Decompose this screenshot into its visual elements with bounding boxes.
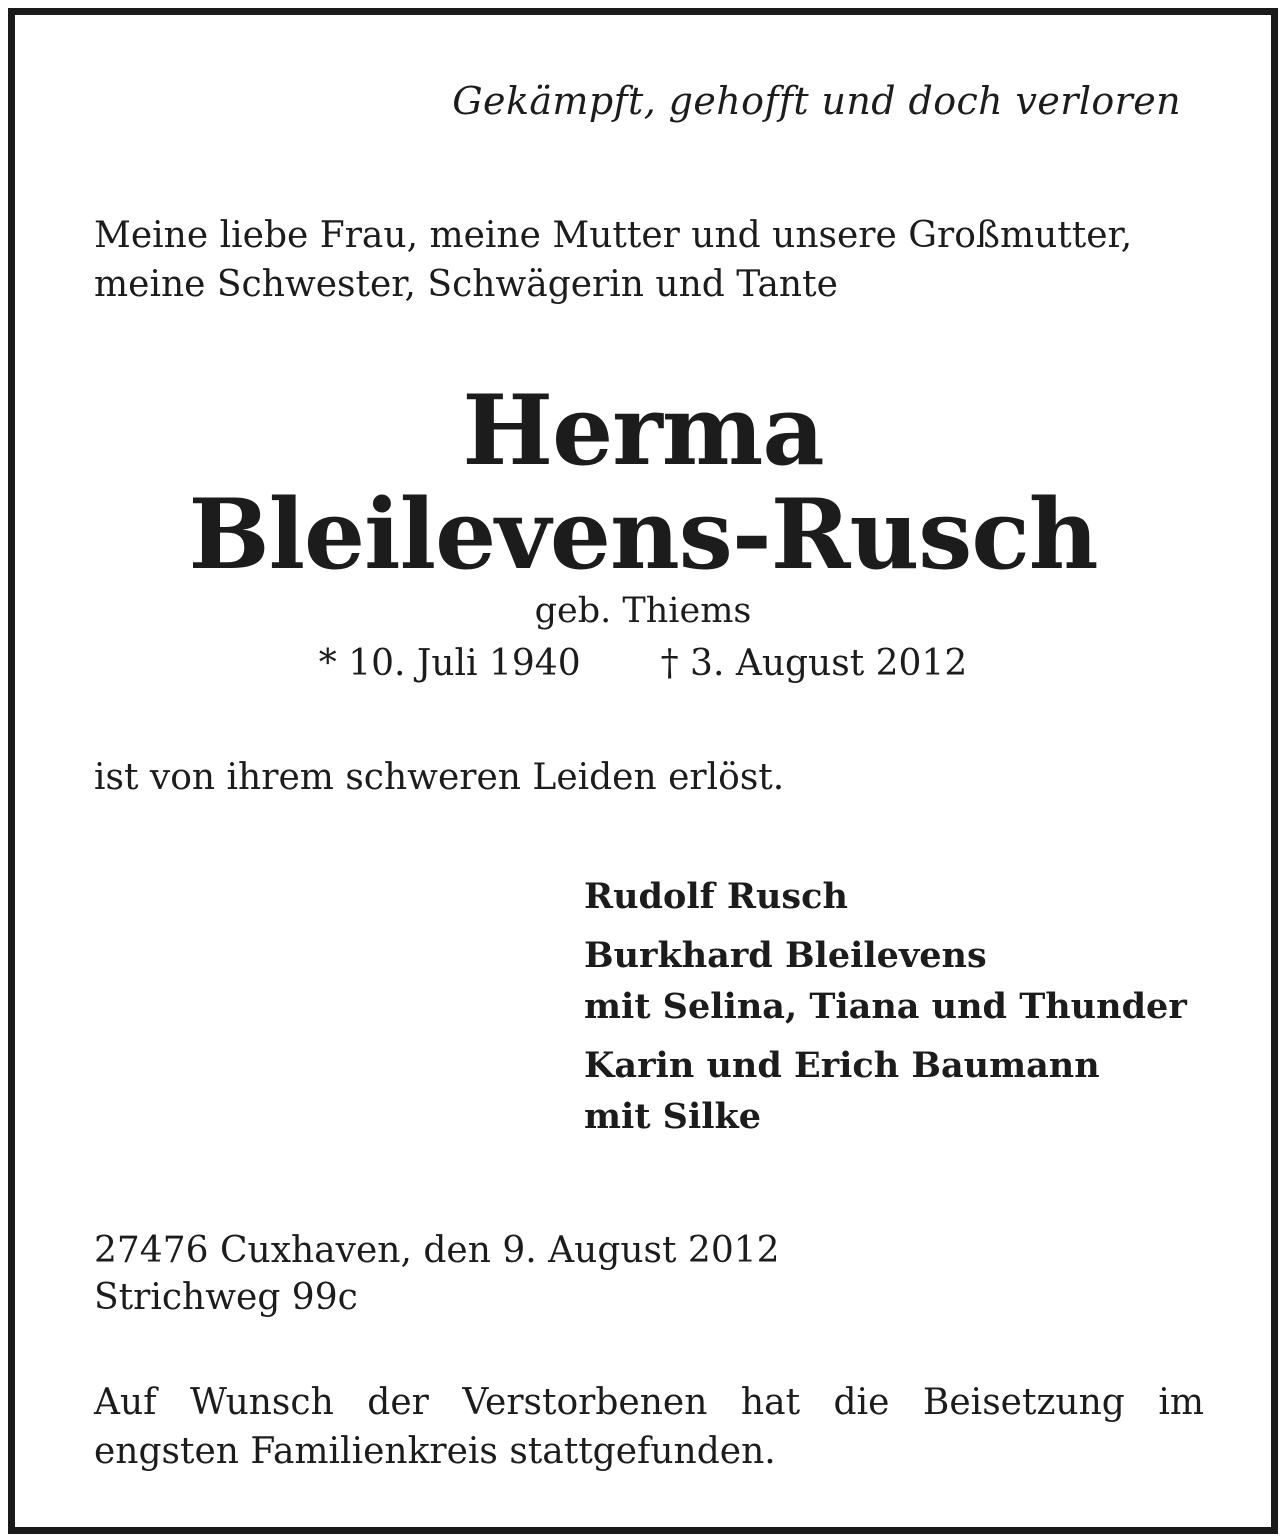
burial-note: [94, 1378, 1204, 1476]
birth-date: * 10. Juli 1940: [318, 643, 581, 684]
intro-line: Meine liebe Frau, meine Mutter und unsere Großmutter,: [94, 215, 1133, 256]
death-date: † 3. August 2012: [660, 643, 968, 684]
motto: Gekämpft, gehofft und doch verloren: [452, 79, 1181, 123]
life-dates: [15, 643, 1271, 684]
intro-line: meine Schwester, Schwägerin und Tante: [94, 264, 838, 305]
place-and-date: [94, 1227, 780, 1321]
intro-text: [94, 211, 1204, 309]
deceased-last-name: Bleilevens-Rusch: [188, 478, 1098, 591]
note-line: engsten Familienkreis stattgefunden.: [94, 1431, 776, 1472]
maiden-name: geb. Thiems: [534, 591, 752, 631]
place-date-line: 27476 Cuxhaven, den 9. August 2012: [94, 1230, 780, 1271]
mourner-group: [584, 930, 1187, 1032]
relief-text: ist von ihrem schweren Leiden erlöst.: [94, 757, 785, 798]
mourner-line: mit Silke: [584, 1096, 762, 1137]
note-line: Auf Wunsch der Verstorbenen hat die Beisetzung im: [94, 1382, 1204, 1423]
mourner-line: Karin und Erich Baumann: [584, 1045, 1100, 1086]
mourner-line: Rudolf Rusch: [584, 876, 848, 917]
mourner-group: [584, 871, 1187, 922]
mourner-group: [584, 1040, 1187, 1142]
mourner-line: Burkhard Bleilevens: [584, 935, 987, 976]
mourner-line: mit Selina, Tiana und Thunder: [584, 986, 1187, 1027]
deceased-first-name: Herma: [462, 374, 824, 487]
mourners-list: [584, 871, 1187, 1150]
obituary-notice: [8, 8, 1278, 1534]
street-address: Strichweg 99c: [94, 1277, 358, 1318]
